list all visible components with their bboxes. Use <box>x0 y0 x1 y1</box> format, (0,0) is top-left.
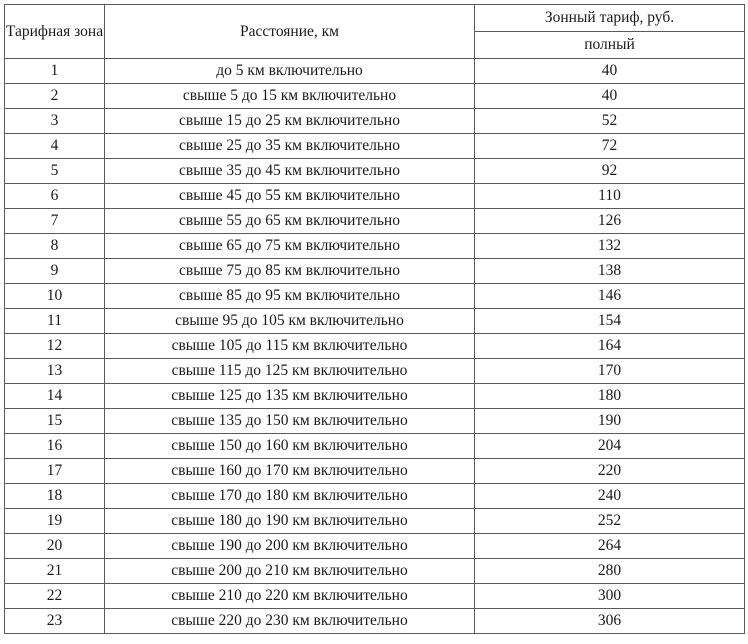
table-row <box>5 559 745 584</box>
distance-cell: свыше 5 до 15 км включительно <box>105 84 475 109</box>
table-row <box>5 434 745 459</box>
tariff-cell: 190 <box>475 409 745 434</box>
tariff-cell: 240 <box>475 484 745 509</box>
table-row <box>5 59 745 84</box>
table-row <box>5 109 745 134</box>
tariff-cell: 170 <box>475 359 745 384</box>
zone-cell: 23 <box>5 609 105 634</box>
distance-cell: свыше 210 до 220 км включительно <box>105 584 475 609</box>
zone-cell: 13 <box>5 359 105 384</box>
tariff-cell: 180 <box>475 384 745 409</box>
table-row <box>5 484 745 509</box>
zone-cell: 17 <box>5 459 105 484</box>
table-row <box>5 134 745 159</box>
tariff-cell: 220 <box>475 459 745 484</box>
tariff-cell: 52 <box>475 109 745 134</box>
table-row <box>5 159 745 184</box>
distance-cell: свыше 135 до 150 км включительно <box>105 409 475 434</box>
zone-cell: 11 <box>5 309 105 334</box>
tariff-cell: 252 <box>475 509 745 534</box>
distance-cell: свыше 75 до 85 км включительно <box>105 259 475 284</box>
tariff-cell: 146 <box>475 284 745 309</box>
table-body <box>5 59 745 634</box>
table-row <box>5 584 745 609</box>
zone-cell: 21 <box>5 559 105 584</box>
header-distance: Расстояние, км <box>105 5 475 59</box>
tariff-table <box>4 4 745 634</box>
tariff-cell: 138 <box>475 259 745 284</box>
distance-cell: свыше 125 до 135 км включительно <box>105 384 475 409</box>
table-row <box>5 459 745 484</box>
distance-cell: свыше 170 до 180 км включительно <box>105 484 475 509</box>
tariff-cell: 280 <box>475 559 745 584</box>
distance-cell: свыше 95 до 105 км включительно <box>105 309 475 334</box>
table-row <box>5 534 745 559</box>
distance-cell: свыше 220 до 230 км включительно <box>105 609 475 634</box>
table-row <box>5 609 745 634</box>
table-header-row <box>5 5 745 32</box>
zone-cell: 18 <box>5 484 105 509</box>
table-row <box>5 509 745 534</box>
header-zone: Тарифная зона <box>5 5 105 59</box>
table-row <box>5 259 745 284</box>
zone-cell: 6 <box>5 184 105 209</box>
tariff-cell: 132 <box>475 234 745 259</box>
tariff-cell: 110 <box>475 184 745 209</box>
distance-cell: свыше 160 до 170 км включительно <box>105 459 475 484</box>
table-row <box>5 184 745 209</box>
zone-cell: 8 <box>5 234 105 259</box>
tariff-cell: 306 <box>475 609 745 634</box>
zone-cell: 19 <box>5 509 105 534</box>
table-row <box>5 409 745 434</box>
zone-cell: 7 <box>5 209 105 234</box>
zone-cell: 4 <box>5 134 105 159</box>
zone-cell: 20 <box>5 534 105 559</box>
table-row <box>5 84 745 109</box>
table-row <box>5 309 745 334</box>
distance-cell: свыше 85 до 95 км включительно <box>105 284 475 309</box>
zone-cell: 2 <box>5 84 105 109</box>
distance-cell: свыше 200 до 210 км включительно <box>105 559 475 584</box>
tariff-cell: 300 <box>475 584 745 609</box>
tariff-cell: 264 <box>475 534 745 559</box>
zone-cell: 10 <box>5 284 105 309</box>
zone-cell: 9 <box>5 259 105 284</box>
tariff-cell: 126 <box>475 209 745 234</box>
table-row <box>5 334 745 359</box>
tariff-cell: 154 <box>475 309 745 334</box>
table-row <box>5 209 745 234</box>
distance-cell: свыше 35 до 45 км включительно <box>105 159 475 184</box>
tariff-cell: 40 <box>475 59 745 84</box>
table-row <box>5 359 745 384</box>
tariff-cell: 92 <box>475 159 745 184</box>
zone-cell: 3 <box>5 109 105 134</box>
table-row <box>5 284 745 309</box>
distance-cell: свыше 15 до 25 км включительно <box>105 109 475 134</box>
tariff-cell: 40 <box>475 84 745 109</box>
distance-cell: свыше 55 до 65 км включительно <box>105 209 475 234</box>
distance-cell: свыше 190 до 200 км включительно <box>105 534 475 559</box>
zone-cell: 16 <box>5 434 105 459</box>
tariff-cell: 204 <box>475 434 745 459</box>
distance-cell: свыше 65 до 75 км включительно <box>105 234 475 259</box>
distance-cell: свыше 115 до 125 км включительно <box>105 359 475 384</box>
zone-cell: 12 <box>5 334 105 359</box>
tariff-cell: 164 <box>475 334 745 359</box>
table-row <box>5 234 745 259</box>
zone-cell: 1 <box>5 59 105 84</box>
header-tariff-full: полный <box>475 32 745 59</box>
zone-cell: 22 <box>5 584 105 609</box>
zone-cell: 5 <box>5 159 105 184</box>
distance-cell: свыше 25 до 35 км включительно <box>105 134 475 159</box>
zone-cell: 15 <box>5 409 105 434</box>
zone-cell: 14 <box>5 384 105 409</box>
distance-cell: до 5 км включительно <box>105 59 475 84</box>
distance-cell: свыше 105 до 115 км включительно <box>105 334 475 359</box>
tariff-cell: 72 <box>475 134 745 159</box>
distance-cell: свыше 45 до 55 км включительно <box>105 184 475 209</box>
header-tariff-group: Зонный тариф, руб. <box>475 5 745 32</box>
distance-cell: свыше 150 до 160 км включительно <box>105 434 475 459</box>
distance-cell: свыше 180 до 190 км включительно <box>105 509 475 534</box>
table-row <box>5 384 745 409</box>
